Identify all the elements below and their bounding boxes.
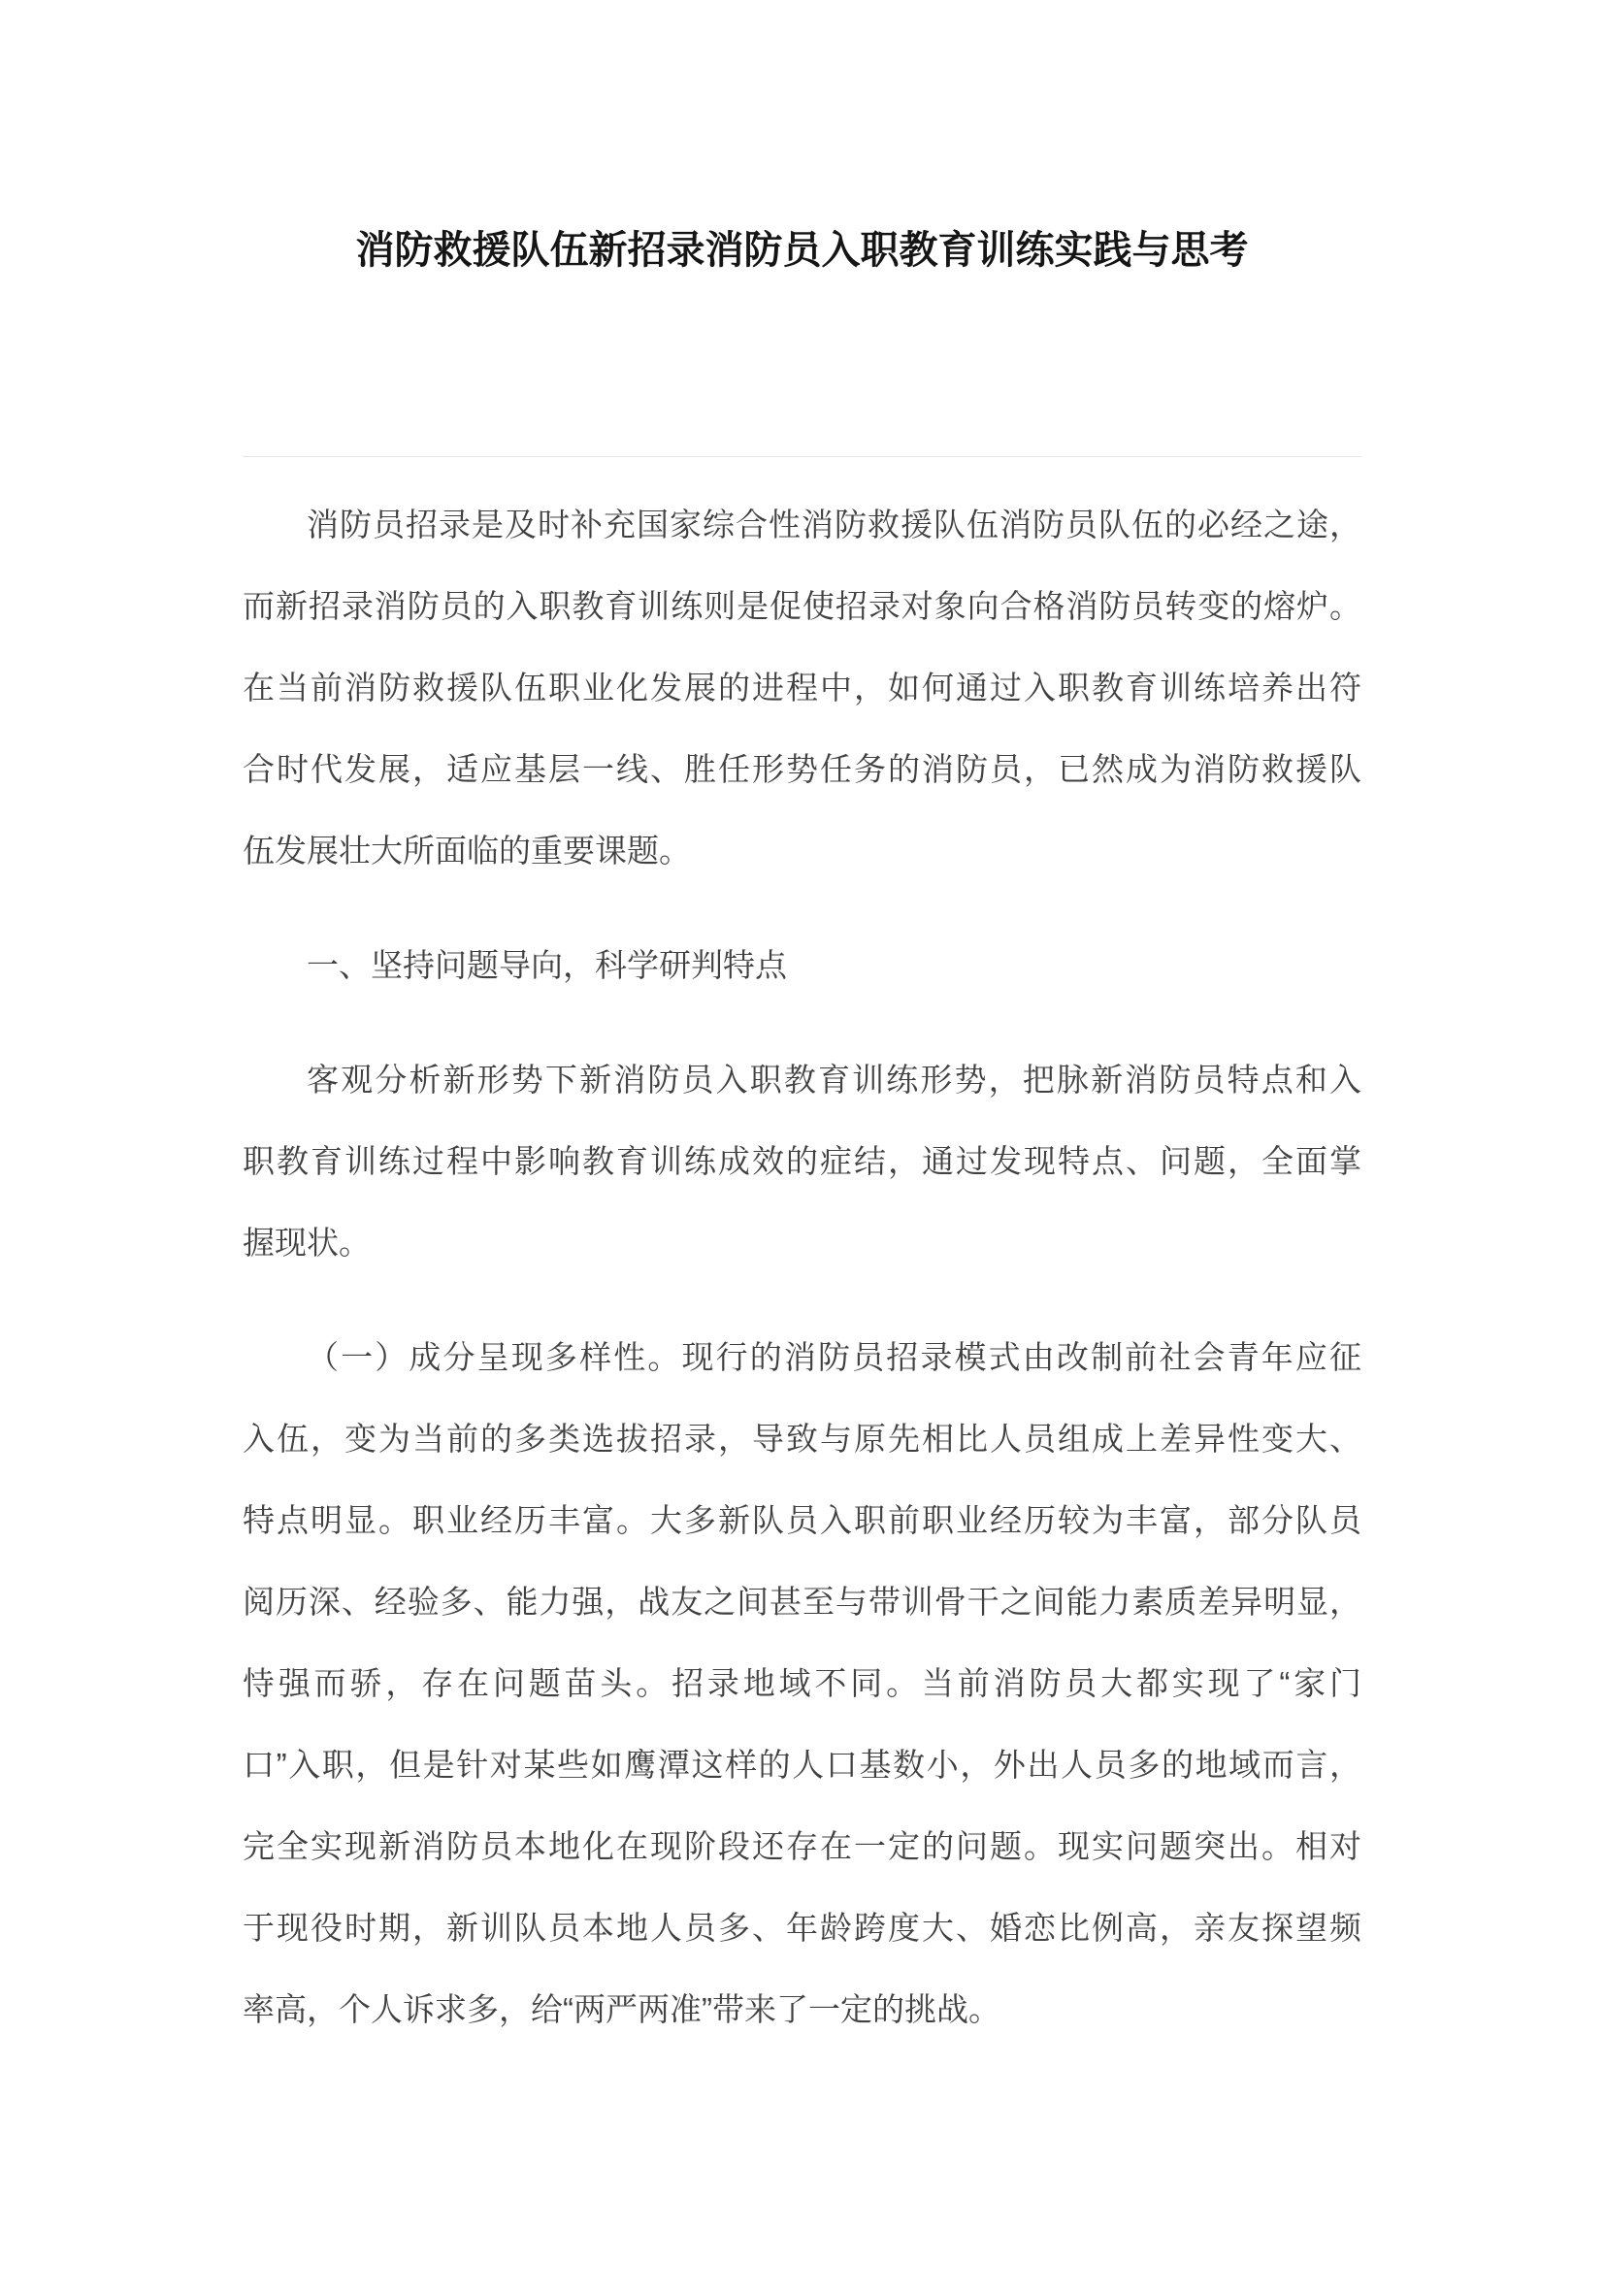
text-line: 入伍，变为当前的多类选拔招录，导致与原先相比人员组成上差异性变大、 — [243, 1420, 1361, 1457]
text-line: 特点明显。职业经历丰富。大多新队员入职前职业经历较为丰富，部分队员 — [243, 1501, 1361, 1538]
text-line: 客观分析新形势下新消防员入职教育训练形势，把脉新消防员特点和入 — [307, 1061, 1361, 1098]
text-line: 消防员招录是及时补充国家综合性消防救援队伍消防员队伍的必经之途， — [307, 506, 1361, 542]
text-line: 完全实现新消防员本地化在现阶段还存在一定的问题。现实问题突出。相对 — [243, 1827, 1361, 1864]
document-body — [243, 465, 1361, 2050]
text-line: 握现状。 — [243, 1224, 371, 1261]
text-line: 阅历深、经验多、能力强，战友之间甚至与带训骨干之间能力素质差异明显， — [243, 1583, 1361, 1620]
text-line: 恃强而骄，存在问题苗头。招录地域不同。当前消防员大都实现了“家门 — [243, 1664, 1361, 1701]
document-page — [0, 26, 1605, 2296]
text-line: 伍发展壮大所面临的重要课题。 — [243, 832, 691, 869]
text-line: 职教育训练过程中影响教育训练成效的症结，通过发现特点、问题，全面掌 — [243, 1142, 1361, 1179]
text-line: 口”入职，但是针对某些如鹰潭这样的人口基数小，外出人员多的地域而言， — [243, 1746, 1361, 1783]
text-line: 合时代发展，适应基层一线、胜任形势任务的消防员，已然成为消防救援队 — [243, 750, 1361, 787]
section-heading — [243, 925, 1361, 1006]
title-divider — [243, 456, 1361, 457]
text-line: 于现役时期，新训队员本地人员多、年龄跨度大、婚恋比例高，亲友探望频 — [243, 1909, 1361, 1946]
paragraph — [243, 484, 1361, 892]
paragraph — [243, 1039, 1361, 1284]
document-title: 消防救援队伍新招录消防员入职教育训练实践与思考 — [355, 227, 1249, 272]
text-line: 而新招录消防员的入职教育训练则是促使招录对象向合格消防员转变的熔炉。 — [243, 587, 1361, 624]
paragraph — [243, 1317, 1361, 2050]
text-line: （一）成分呈现多样性。现行的消防员招录模式由改制前社会青年应征 — [307, 1338, 1361, 1375]
text-line: 率高，个人诉求多，给“两严两准”带来了一定的挑战。 — [243, 1990, 1000, 2027]
text-line: 在当前消防救援队伍职业化发展的进程中，如何通过入职教育训练培养出符 — [243, 669, 1361, 705]
section-heading-line: 一、坚持问题导向，科学研判特点 — [307, 946, 787, 983]
